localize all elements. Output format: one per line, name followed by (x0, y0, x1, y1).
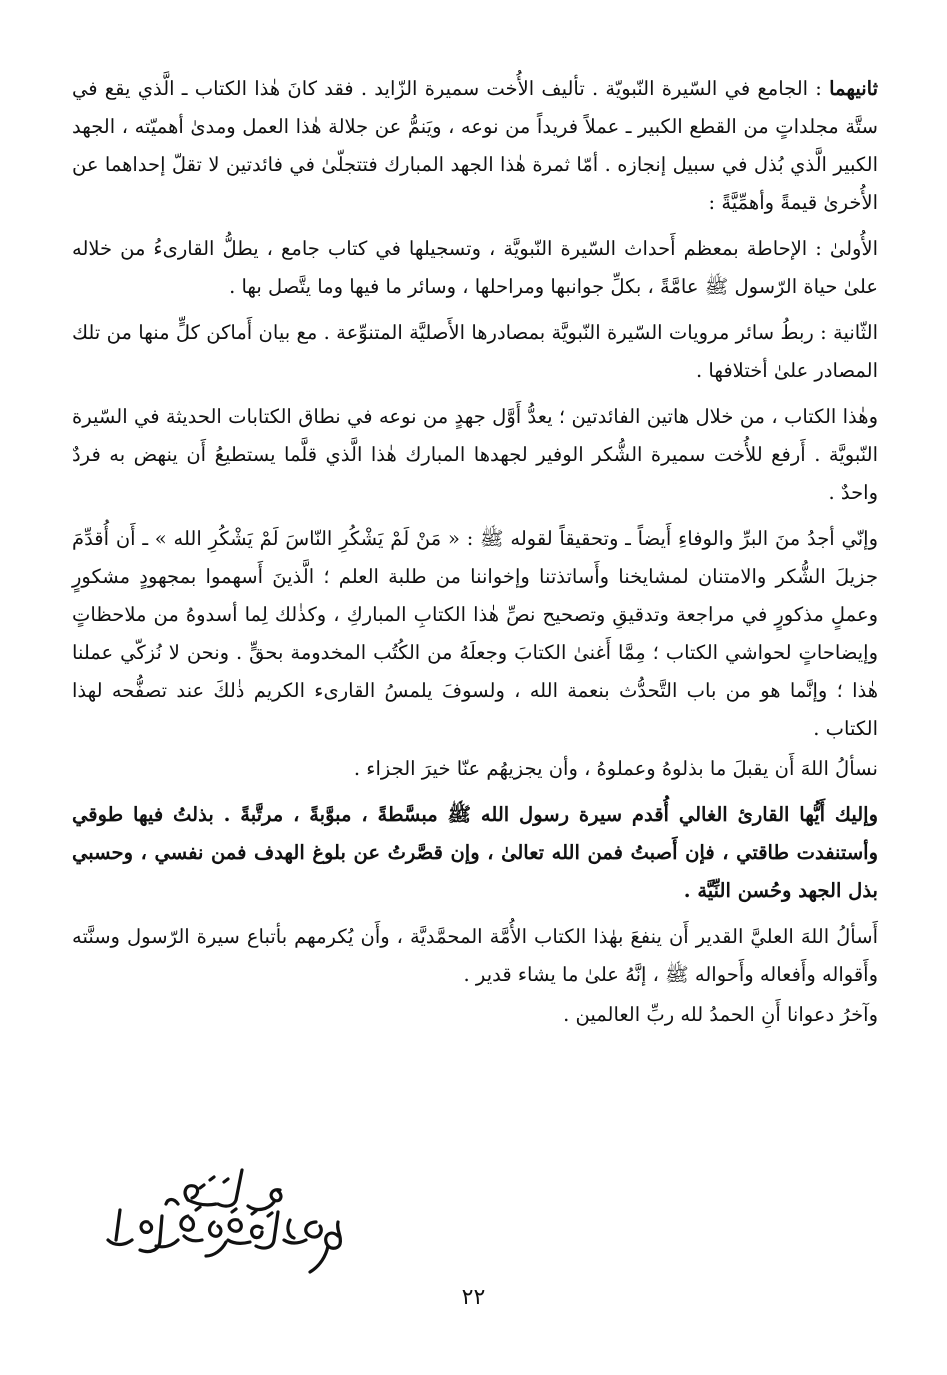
paragraph-2: الأُولىٰ : الإحاطة بمعظم أَحداث السّيرة النّبويَّة ، وتسجيلها في كتاب جامع ، يطلُّ القارىءُ من خلاله علىٰ حياة الرّسول ﷺ عامَّةً ، بكلِّ جوانبها ومراحلها ، وسائر ما فيها وما يتَّصل بها . (72, 237, 878, 298)
paragraph-9: وآخرُ دعوانا أَنِ الحمدُ لله ربِّ العالمين . (563, 1003, 878, 1026)
paragraph-4: وهٰذا الكتاب ، من خلال هاتين الفائدتين ؛ يعدُّ أَوَّل جهدٍ من نوعه في نطاق الكتابات الحديثة في السّيرة النّبويَّة . أَرفع للأُخت سميرة الشُّكر الوفير لجهدها المبارك هٰذا الَّذي قلَّما يستطيعُ أَن ينهض به فردٌ واحدٌ . (72, 405, 878, 504)
paragraph-7: وإليك أَيُّها القارئ الغالي أُقدم سيرة رسول الله ﷺ مبسَّطةً ، مبوَّبةً ، مرتَّبةً . بذلتُ فيها طوقي وأستنفدت طاقتي ، فإن أَصبتُ فمن الله تعالىٰ ، وإن قصَّرتُ عن بلوغ الهدف فمن نفسي ، وحسبي بذل الجهد وحُسن النِّيَّة . (72, 803, 878, 902)
page-number: ٢٢ (461, 1285, 486, 1310)
handwritten-signature (92, 1150, 352, 1280)
paragraph-1 (72, 70, 878, 222)
paragraph-3: الثّانية : ربطُ سائر مرويات السّيرة النّبويَّة بمصادرها الأَصليَّة المتنوِّعة . مع بيان أَماكن كلٍّ منها من تلك المصادر علىٰ أختلافها . (72, 321, 878, 382)
paragraph-8: أَسألُ اللهَ العليَّ القدير أَن ينفعَ بهٰذا الكتاب الأُمَّة المحمَّديَّة ، وأَن يُكرمهم بأتباع سيرة الرّسول وسنَّته وأَقواله وأَفعاله وأَحواله ﷺ ، إنَّهُ علىٰ ما يشاء قدير . (72, 925, 878, 986)
document-body (72, 70, 878, 1042)
paragraph-lead: ثانيهما (829, 77, 878, 100)
paragraph-5: وإنّي أجدُ منَ البرِّ والوفاءِ أَيضاً ـ وتحقيقاً لقوله ﷺ : « مَنْ لَمْ يَشْكُرِ النّاسَ لَمْ يَشْكُرِ الله » ـ أَن أُقدِّمَ جزيلَ الشُّكر والامتنان لمشايخنا وأَساتذتنا وإخواننا من طلبة العلم ؛ الَّذينَ أَسهموا بمجهودٍ مشكورٍ وعملٍ مذكورٍ في مراجعة وتدقيقِ وتصحيح نصِّ هٰذا الكتابِ المباركِ ، وكذٰلك لِما أسدوهُ من ملاحظاتٍ وإيضاحاتٍ لحواشي الكتاب ؛ مِمَّا أَغنىٰ الكتابَ وجعلَهُ من الكُتُب المخدومة بحقٍّ . ونحن لا نُزكّي عملنا هٰذا ؛ وإنَّما هو من باب التَّحدُّث بنعمة الله ، ولسوفَ يلمسُ القارىء الكريم ذٰلكَ عند تصفُّحه لهذا الكتاب . (72, 527, 879, 740)
paragraph-6: نسألُ اللهَ أَن يقبلَ ما بذلوهُ وعملوهُ ، وأن يجزيهُم عنّا خيرَ الجزاء . (353, 757, 878, 780)
paragraph-text: : الجامع في السّيرة النّبويّة . تأليف الأُخت سميرة الزّايد . فقد كانَ هٰذا الكتاب ـ الَّذي يقع في ستَّة مجلداتٍ من القطع الكبير ـ عملاً فريداً من نوعه ، ويَنمُّ عن جلالة هٰذا العمل ومدىٰ أهميّته ، الجهد الكبير الَّذي بُذل في سبيل إنجازه . أمّا ثمرة هٰذا الجهد المبارك فتتجلّىٰ في فائدتين لا تقلّ إحداهما عن الأُخرىٰ قيمةً وأهمِّيَّةً : (72, 77, 878, 214)
